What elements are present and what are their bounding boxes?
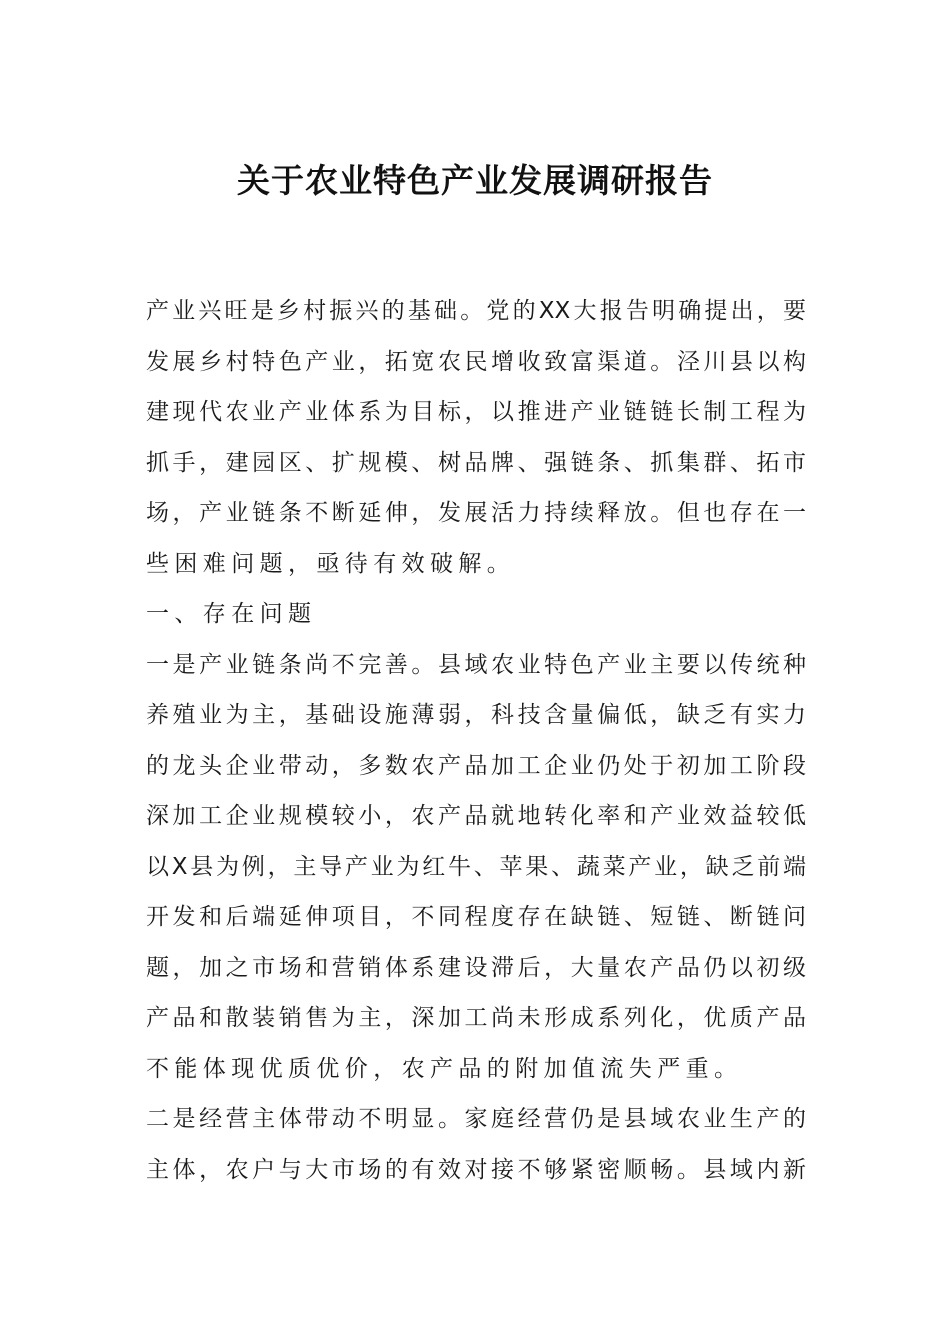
text-line: 建现代农业产业体系为目标，以推进产业链链长制工程为 (146, 399, 806, 425)
text-line: 抓手，建园区、扩规模、树品牌、强链条、抓集群、拓市 (146, 449, 806, 476)
document-title: 关于农业特色产业发展调研报告 (237, 161, 713, 200)
text-line: 的龙头企业带动，多数农产品加工企业仍处于初加工阶段 (146, 752, 806, 779)
text-line: 一是产业链条尚不完善。县域农业特色产业主要以传统种 (146, 651, 806, 678)
text-line: 养殖业为主，基础设施薄弱，科技含量偏低，缺乏有实力 (146, 702, 806, 728)
text-line: 二是经营主体带动不明显。家庭经营仍是县域农业生产的 (146, 1106, 806, 1132)
text-line: 开发和后端延伸项目，不同程度存在缺链、短链、断链问 (146, 904, 806, 930)
text-line: 一、存在问题 (146, 601, 317, 627)
text-line: 发展乡村特色产业，拓宽农民增收致富渠道。泾川县以构 (146, 348, 806, 375)
text-line: 题，加之市场和营销体系建设滞后，大量农产品仍以初级 (146, 954, 806, 981)
text-line: 场，产业链条不断延伸，发展活力持续释放。但也存在一 (146, 500, 806, 526)
text-line: 产品和散装销售为主，深加工尚未形成系列化，优质产品 (146, 1005, 806, 1031)
text-line: 些困难问题，亟待有效破解。 (146, 550, 516, 577)
document-body (146, 286, 806, 1195)
text-line: 产业兴旺是乡村振兴的基础。党的XX大报告明确提出，要 (146, 298, 806, 324)
text-line: 深加工企业规模较小，农产品就地转化率和产业效益较低 (146, 803, 806, 829)
text-line: 主体，农户与大市场的有效对接不够紧密顺畅。县域内新 (146, 1156, 806, 1183)
text-line: 不能体现优质优价，农产品的附加值流失严重。 (146, 1055, 743, 1082)
text-line: 以X县为例，主导产业为红牛、苹果、蔬菜产业，缺乏前端 (146, 853, 806, 880)
